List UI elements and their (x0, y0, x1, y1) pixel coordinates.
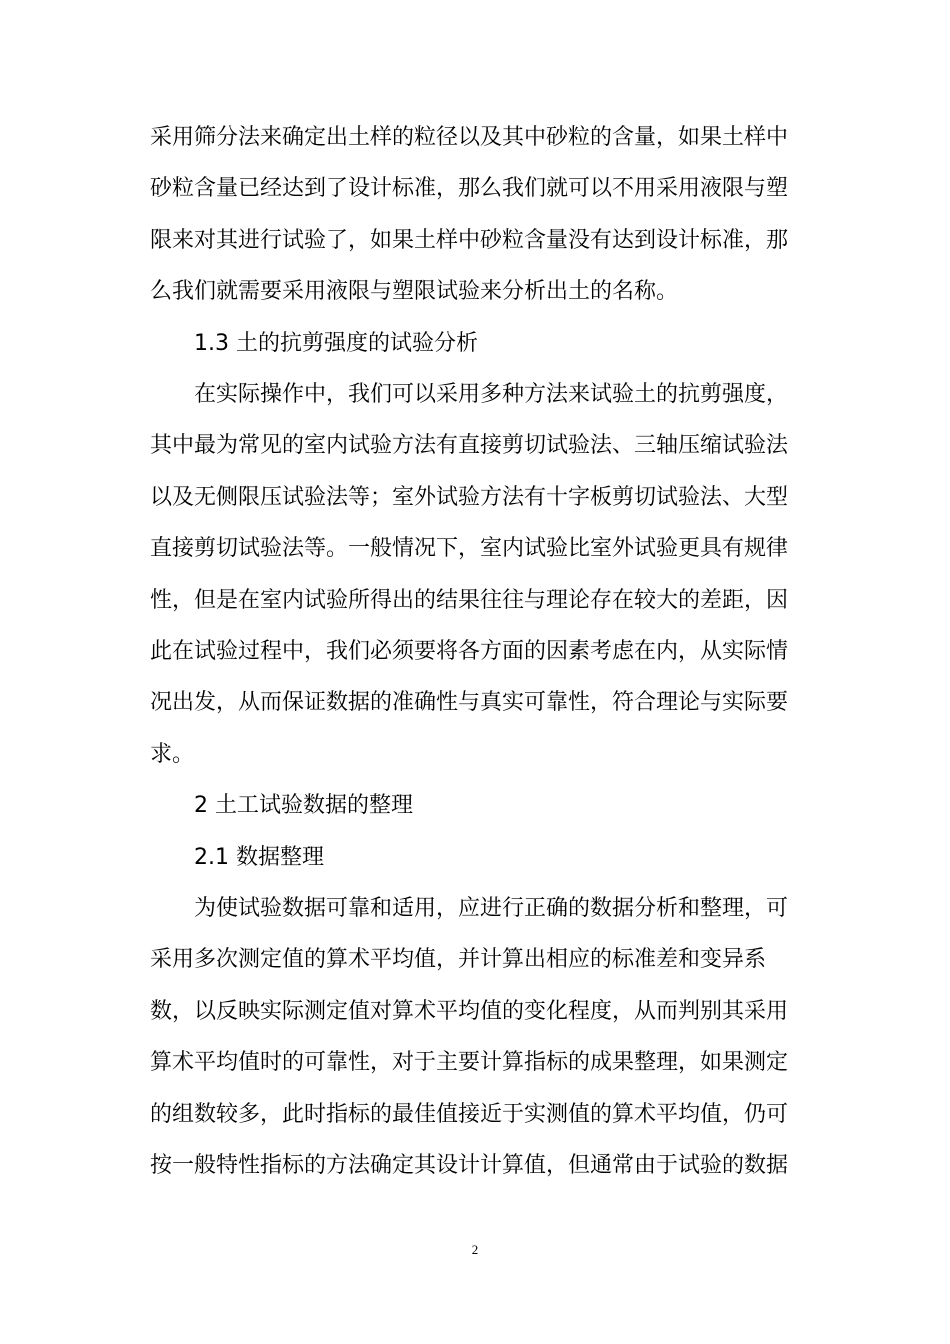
paragraph-line: 求。 (150, 742, 195, 767)
paragraph-line: 在实际操作中，我们可以采用多种方法来试验土的抗剪强度， (194, 382, 789, 407)
paragraph-line: 采用筛分法来确定出土样的粒径以及其中砂粒的含量，如果土样中 (150, 125, 789, 150)
paragraph-line: 的组数较多，此时指标的最佳值接近于实测值的算术平均值，仍可 (150, 1102, 789, 1127)
paragraph-line: 数，以反映实际测定值对算术平均值的变化程度，从而判别其采用 (150, 999, 789, 1024)
paragraph-line: 此在试验过程中，我们必须要将各方面的因素考虑在内，从实际情 (150, 639, 789, 664)
paragraph-line: 砂粒含量已经达到了设计标准，那么我们就可以不用采用液限与塑 (150, 176, 789, 201)
page-number: 2 (471, 1242, 479, 1257)
section-heading-2: 2 土工试验数据的整理 (194, 793, 413, 818)
paragraph-line: 以及无侧限压试验法等；室外试验方法有十字板剪切试验法、大型 (150, 485, 789, 510)
paragraph-line: 为使试验数据可靠和适用，应进行正确的数据分析和整理，可 (194, 896, 789, 921)
paragraph-line: 其中最为常见的室内试验方法有直接剪切试验法、三轴压缩试验法 (150, 433, 789, 458)
paragraph-line: 况出发，从而保证数据的准确性与真实可靠性，符合理论与实际要 (150, 690, 789, 715)
paragraph-line: 限来对其进行试验了，如果土样中砂粒含量没有达到设计标准，那 (150, 228, 789, 253)
paragraph-line: 么我们就需要采用液限与塑限试验来分析出土的名称。 (150, 279, 679, 304)
paragraph-line: 采用多次测定值的算术平均值，并计算出相应的标准差和变异系 (150, 947, 767, 972)
section-heading-1-3: 1.3 土的抗剪强度的试验分析 (194, 331, 478, 356)
paragraph-line: 算术平均值时的可靠性，对于主要计算指标的成果整理，如果测定 (150, 1050, 789, 1075)
paragraph-line: 按一般特性指标的方法确定其设计计算值，但通常由于试验的数据 (150, 1153, 789, 1178)
section-heading-2-1: 2.1 数据整理 (194, 845, 324, 870)
paragraph-line: 直接剪切试验法等。一般情况下，室内试验比室外试验更具有规律 (150, 536, 789, 561)
paragraph-line: 性，但是在室内试验所得出的结果往往与理论存在较大的差距，因 (150, 588, 789, 613)
